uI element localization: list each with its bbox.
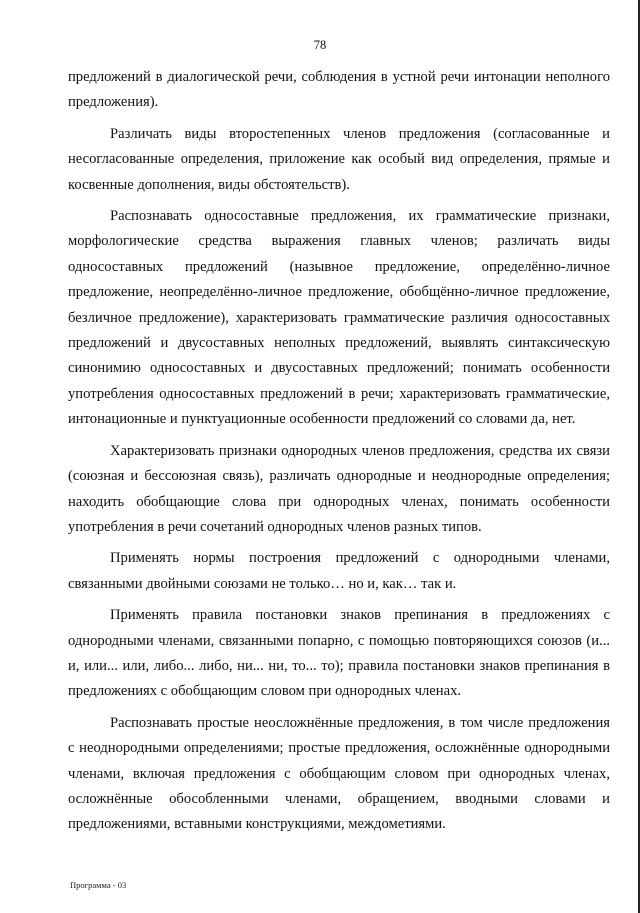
- paragraph-punctuation-rules: Применять правила постановки знаков препинания в предложениях с однородными членами, связанными попарно, с помощью повторяющихся союзов (и... и, или... или, либо... либо, ни... ни, то... то); правила постановки знаков препинания в предложениях с обобщающим словом при однородных членах.: [68, 607, 610, 700]
- paragraph-simple-sentences: Распознавать простые неосложнённые предложения, в том числе предложения с неоднородными определениями; простые предложения, осложнённые однородными членами, включая предложения с обобщающим словом при однородных членах, осложнённые обособленными членами, обращением, вводными словами и предложениями, вставными конструкциями, междометиями.: [68, 714, 610, 833]
- paragraph-continuation: предложений в диалогической речи, соблюдения в устной речи интонации неполного предложения).: [68, 69, 610, 111]
- paragraph-double-conjunctions: Применять нормы построения предложений с однородными членами, связанными двойными союзами не только… но и, как… так и.: [68, 550, 610, 592]
- paragraph-one-part-sentences: Распознавать односоставные предложения, их грамматические признаки, морфологические средства выражения главных членов; различать виды односоставных предложений (назывное предложение, определённо-личное предложение, неопределённо-личное предложение, обобщённо-личное предложение, безличное предложение), характеризовать грамматические различия односоставных предложений и двусоставных неполных предложений, выявлять синтаксическую синонимию односоставных и двусоставных предложений; понимать особенности употребления односоставных предложений в речи; характеризовать грамматические, интонационные и пунктуационные особенности предложений со словами да, нет.: [68, 208, 610, 428]
- paragraph-homogeneous-members: Характеризовать признаки однородных членов предложения, средства их связи (союзная и бессоюзная связь), различать однородные и неоднородные определения; находить обобщающие слова при однородных членах, понимать особенности употребления в речи сочетаний однородных членов разных типов.: [68, 442, 610, 535]
- footer-program-label: Программа - 03: [70, 880, 127, 890]
- page-number: 78: [313, 38, 327, 52]
- paragraph-secondary-members: Различать виды второстепенных членов предложения (согласованные и несогласованные определения, приложение как особый вид определения, прямые и косвенные дополнения, виды обстоятельств).: [68, 125, 610, 193]
- body-text: [68, 65, 610, 844]
